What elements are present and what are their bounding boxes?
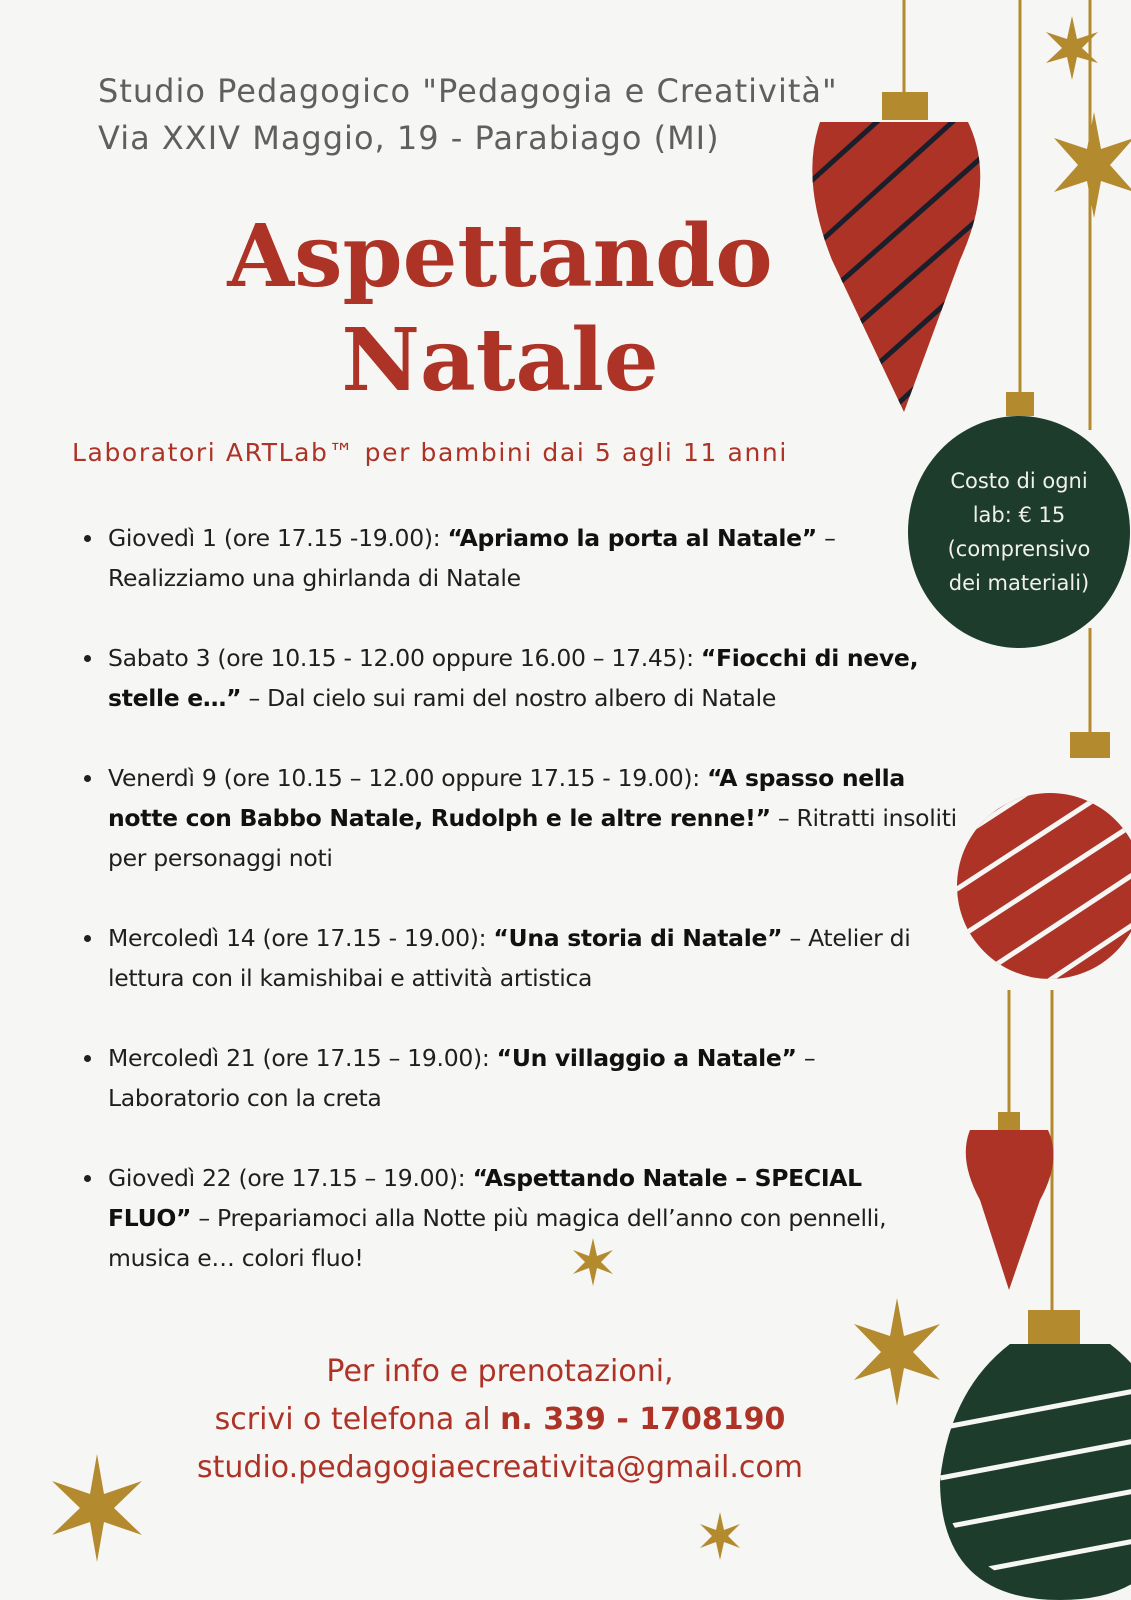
event-desc: – Realizziamo una ghirlanda di Natale [108,524,836,592]
event-desc: – Laboratorio con la creta [108,1044,816,1112]
event-desc: – Prepariamoci alla Notte più magica dell’anno con pennelli, musica e… colori fluo! [108,1204,887,1272]
event-when: Venerdì 9 (ore 10.15 – 12.00 oppure 17.15 - 19.00): [108,764,708,792]
event-desc: – Ritratti insoliti per personaggi noti [108,804,957,872]
event-name: “Aspettando Natale – SPECIAL FLUO” [108,1164,862,1232]
contact-line-1: Per info e prenotazioni, [326,1354,674,1389]
subtitle: Laboratori ARTLab™ per bambini dai 5 agli 11 anni [72,438,788,467]
green-striped-ball-ornament-icon [930,1310,1131,1600]
contact-line-2 [120,1396,880,1444]
contact-info [120,1348,880,1492]
phone-number[interactable]: n. 339 - 1708190 [500,1402,786,1437]
star-icon [700,1512,740,1560]
studio-address-header [98,68,898,162]
event-when: Giovedì 1 (ore 17.15 -19.00): [108,524,448,552]
star-icon [1054,112,1131,218]
contact-prefix: scrivi o telefona al [214,1402,501,1437]
event-item [80,1038,868,1118]
green-ornament-cap-icon [1006,392,1034,416]
event-name: “A spasso nella notte con Babbo Natale, Rudolph e le altre renne!” [108,764,905,832]
event-when: Sabato 3 (ore 10.15 - 12.00 oppure 16.00 – 17.45): [108,644,701,672]
page-title [140,205,860,413]
cost-text: Costo di ogni lab: € 15 (comprensivo dei materiali) [947,469,1091,595]
event-when: Mercoledì 14 (ore 17.15 - 19.00): [108,924,494,952]
title-line-2: Natale [341,310,659,411]
event-when: Giovedì 22 (ore 17.15 – 19.00): [108,1164,473,1192]
event-name: “Apriamo la porta al Natale” [447,524,817,552]
event-name: “Un villaggio a Natale” [496,1044,797,1072]
event-name: “Fiocchi di neve, stelle e…” [108,644,919,712]
title-line-1: Aspettando [227,206,773,307]
event-list [80,518,980,1318]
studio-address: Via XXIV Maggio, 19 - Parabiago (MI) [98,119,720,157]
studio-name: Studio Pedagogico "Pedagogia e Creatività" [98,72,838,110]
event-item [80,1158,918,1278]
event-item [80,638,988,718]
event-name: “Una storia di Natale” [493,924,783,952]
event-desc: – Atelier di lettura con il kamishibai e attività artistica [108,924,911,992]
email-address[interactable]: studio.pedagogiaecreativita@gmail.com [197,1450,803,1485]
event-when: Mercoledì 21 (ore 17.15 – 19.00): [108,1044,497,1072]
event-item [80,918,958,998]
event-item [80,518,868,598]
event-item [80,758,968,878]
event-desc: – Dal cielo sui rami del nostro albero di Natale [241,684,777,712]
